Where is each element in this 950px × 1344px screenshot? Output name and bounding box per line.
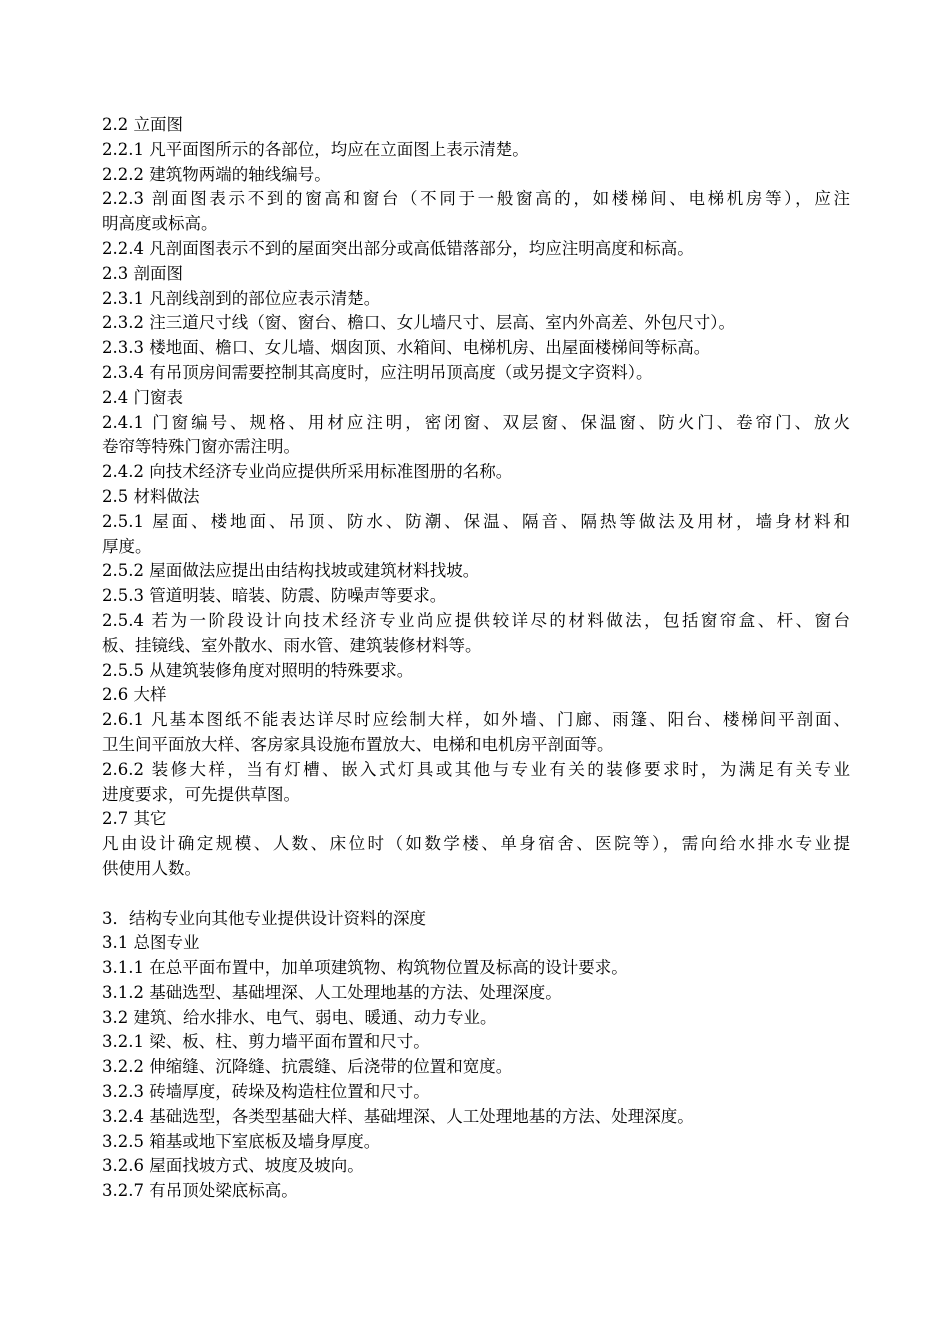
text-line: 2.4 门窗表 — [102, 387, 183, 407]
text-line: 2.6.2 装修大样，当有灯槽、嵌入式灯具或其他与专业有关的装修要求时，为满足有关专业 — [102, 759, 850, 779]
text-line: 2.4.1 门窗编号、规格、用材应注明，密闭窗、双层窗、保温窗、防火门、卷帘门、放火 — [102, 412, 850, 432]
text-line: 明高度或标高。 — [102, 214, 218, 234]
text-line: 2.5.5 从建筑装修角度对照明的特殊要求。 — [102, 660, 414, 680]
text-line: 3.1.1 在总平面布置中，加单项建筑物、构筑物位置及标高的设计要求。 — [102, 958, 628, 978]
text-line: 3.1.2 基础选型、基础埋深、人工处理地基的方法、处理深度。 — [102, 982, 562, 1002]
text-line: 2.2.4 凡剖面图表示不到的屋面突出部分或高低错落部分，均应注明高度和标高。 — [102, 238, 694, 258]
text-line: 供使用人数。 — [102, 858, 201, 878]
text-line: 2.3.4 有吊顶房间需要控制其高度时，应注明吊顶高度（或另提文字资料）。 — [102, 362, 653, 382]
text-line: 3.2.3 砖墙厚度，砖垛及构造柱位置和尺寸。 — [102, 1082, 430, 1102]
text-line: 凡由设计确定规模、人数、床位时（如数学楼、单身宿舍、医院等），需向给水排水专业提 — [102, 834, 850, 854]
text-line: 2.7 其它 — [102, 809, 167, 829]
text-line: 3.2.7 有吊顶处梁底标高。 — [102, 1181, 298, 1201]
text-line: 3.2 建筑、给水排水、电气、弱电、暖通、动力专业。 — [102, 1007, 497, 1027]
text-line: 2.6 大样 — [102, 685, 167, 705]
text-line: 2.2 立面图 — [102, 115, 183, 134]
text-line: 2.2.3 剖面图表示不到的窗高和窗台（不同于一般窗高的，如楼梯间、电梯机房等），应注 — [102, 189, 850, 209]
document-page — [102, 113, 850, 1204]
text-line: 3.1 总图专业 — [102, 933, 200, 953]
text-line: 3．结构专业向其他专业提供设计资料的深度 — [102, 908, 426, 928]
text-line: 板、挂镜线、室外散水、雨水管、建筑装修材料等。 — [102, 635, 482, 655]
text-line: 3.2.5 箱基或地下室底板及墙身厚度。 — [102, 1131, 381, 1151]
text-line: 2.3.2 注三道尺寸线（窗、窗台、檐口、女儿墙尺寸、层高、室内外高差、外包尺寸）。 — [102, 313, 735, 333]
text-line: 3.2.4 基础选型，各类型基础大样、基础埋深、人工处理地基的方法、处理深度。 — [102, 1106, 694, 1126]
text-line: 卷帘等特殊门窗亦需注明。 — [102, 437, 300, 457]
text-line: 卫生间平面放大样、客房家具设施布置放大、电梯和电机房平剖面等。 — [102, 734, 614, 754]
text-line — [102, 882, 850, 907]
text-line: 厚度。 — [102, 536, 152, 556]
text-line: 2.3 剖面图 — [102, 263, 183, 283]
text-line: 2.4.2 向技术经济专业尚应提供所采用标准图册的名称。 — [102, 462, 513, 482]
text-line: 2.5.1 屋面、楼地面、吊顶、防水、防潮、保温、隔音、隔热等做法及用材，墙身材料和 — [102, 511, 850, 531]
text-line: 2.5.4 若为一阶段设计向技术经济专业尚应提供较详尽的材料做法，包括窗帘盒、杆、窗台 — [102, 610, 850, 630]
text-line: 2.3.3 楼地面、檐口、女儿墙、烟囱顶、水箱间、电梯机房、出屋面楼梯间等标高。 — [102, 338, 711, 358]
text-line: 3.2.1 梁、板、柱、剪力墙平面布置和尺寸。 — [102, 1032, 430, 1052]
text-line: 2.5.3 管道明装、暗装、防震、防噪声等要求。 — [102, 586, 447, 606]
text-line: 2.3.1 凡剖线剖到的部位应表示清楚。 — [102, 288, 381, 308]
text-line: 3.2.6 屋面找坡方式、坡度及坡向。 — [102, 1156, 364, 1176]
text-line: 3.2.2 伸缩缝、沉降缝、抗震缝、后浇带的位置和宽度。 — [102, 1057, 513, 1077]
text-line: 2.6.1 凡基本图纸不能表达详尽时应绘制大样，如外墙、门廊、雨篷、阳台、楼梯间平剖面、 — [102, 710, 850, 730]
text-line: 2.5 材料做法 — [102, 486, 200, 506]
text-line: 2.2.1 凡平面图所示的各部位，均应在立面图上表示清楚。 — [102, 139, 529, 159]
text-line: 进度要求，可先提供草图。 — [102, 784, 300, 804]
text-line: 2.5.2 屋面做法应提出由结构找坡或建筑材料找坡。 — [102, 561, 480, 581]
text-line: 2.2.2 建筑物两端的轴线编号。 — [102, 164, 331, 184]
